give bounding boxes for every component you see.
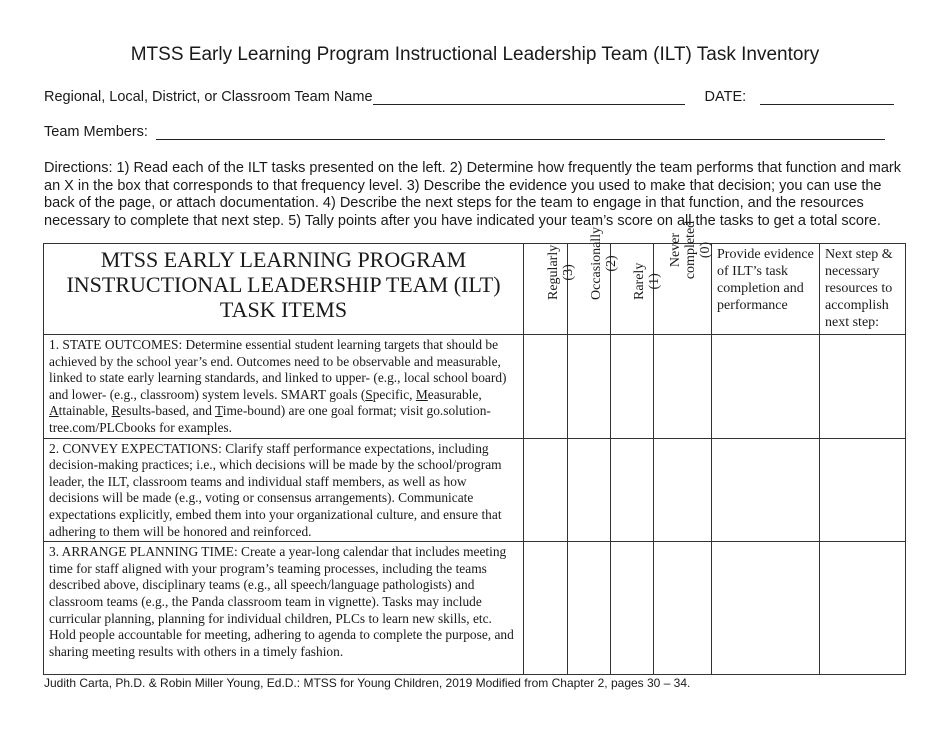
freq-header-rarely [611,244,662,335]
table-row [44,335,906,439]
date-label: DATE: [704,89,747,105]
freq-points: (1) [647,273,662,290]
team-members-row [44,124,885,140]
task-items-header: MTSS EARLY LEARNING PROGRAM INSTRUCTIONAL LEADERSHIP TEAM (ILT) TASK ITEMS [44,244,524,335]
freq-header-regularly [524,244,576,335]
freq-points: (3) [560,264,576,281]
footer-citation: Judith Carta, Ph.D. & Robin Miller Young, Ed.D.: MTSS for Young Children, 2019 Modified from Chapter 2, pages 30 – 34. [44,676,691,690]
freq-cell-never[interactable] [654,335,712,439]
task-description [44,438,524,542]
freq-cell-occasionally[interactable] [568,438,611,542]
team-name-field[interactable] [373,89,685,105]
team-name-label: Regional, Local, District, or Classroom Team Name [44,89,373,105]
freq-cell-occasionally[interactable] [568,335,611,439]
freq-cell-never[interactable] [654,438,712,542]
task-text: 3. ARRANGE PLANNING TIME: Create a year-long calendar that includes meeting time for staff aligned with your program’s teaming processes, including the teams described above, disciplinary teams (e.g., all speech/language pathologists) and classroom teams (e.g., the Panda classroom team in vignette). Tasks may include curricular planning, planning for individual children, PLCs to learn new skills, etc. Hold people accountable for meeting, adhering to agenda to complete the purpose, and sharing meeting results with others in a timely fashion. [49,544,514,659]
next-step-cell[interactable] [820,335,906,439]
page-title: MTSS Early Learning Program Instructional Leadership Team (ILT) Task Inventory [130,44,820,65]
evidence-header: Provide evidence of ILT’s task completion and performance [712,244,820,335]
freq-cell-rarely[interactable] [611,438,654,542]
next-step-cell[interactable] [820,542,906,675]
freq-label: Never completed [668,220,698,280]
evidence-cell[interactable] [712,542,820,675]
freq-cell-rarely[interactable] [611,542,654,675]
freq-cell-regularly[interactable] [524,542,568,675]
evidence-cell[interactable] [712,335,820,439]
team-members-field[interactable] [156,124,885,140]
freq-cell-regularly[interactable] [524,438,568,542]
freq-cell-never[interactable] [654,542,712,675]
freq-label: Rarely [632,262,647,300]
freq-points: (0) [698,241,713,259]
task-description [44,542,524,675]
evidence-cell[interactable] [712,438,820,542]
freq-label: Occasionally [589,226,604,300]
task-inventory-table [43,220,906,675]
team-members-label: Team Members: [44,124,148,140]
task-text: 1. STATE OUTCOMES: Determine essential student learning targets that should be achieved by the school year’s end. Outcomes need to be observable and measurable, linked to state early learning standards, and linked to upper- (e.g., local school board) and lower- (e.g., classroom) system levels. SMART goals (Specific, Measurable, Attainable, Results-based, and Time-bound) are one goal format; visit go.solution-tree.com/PLCbooks for examples. [49,337,507,435]
date-field[interactable] [760,89,894,105]
freq-cell-regularly[interactable] [524,335,568,439]
freq-points: (2) [604,255,619,272]
freq-cell-rarely[interactable] [611,335,654,439]
task-description [44,335,524,439]
freq-header-occasionally [568,226,619,335]
table-row [44,542,906,675]
next-step-cell[interactable] [820,438,906,542]
directions: Directions: 1) Read each of the ILT tasks presented on the left. 2) Determine how frequently the team performs that function and mark an X in the box that corresponds to that frequency level. 3) Describe the evidence you used to make that decision; you can use the back of the page, or attach documentation. 4) Describe the next steps for the team to engage in that function, and the resources necessary to complete that next step. 5) Tally points after you have indicated your team’s score on all the tasks to get a total score. [44,160,902,229]
freq-header-never [654,220,713,335]
freq-label: Regularly [545,244,561,300]
table-header-row [44,244,906,335]
next-step-header: Next step & necessary resources to accomplish next step: [820,244,906,335]
table-row [44,438,906,542]
freq-cell-occasionally[interactable] [568,542,611,675]
team-name-row [44,89,894,105]
task-text: 2. CONVEY EXPECTATIONS: Clarify staff performance expectations, including decision-making practices; i.e., which decisions will be made by the school/program leader, the ILT, classroom teams and individual staff members, as well as how decisions will be made (e.g., voting or consensus arrangements). Communicate expectations explicitly, embed them into your organizational culture, and ensure that adhering to them will be honored and reinforced. [49,440,502,539]
